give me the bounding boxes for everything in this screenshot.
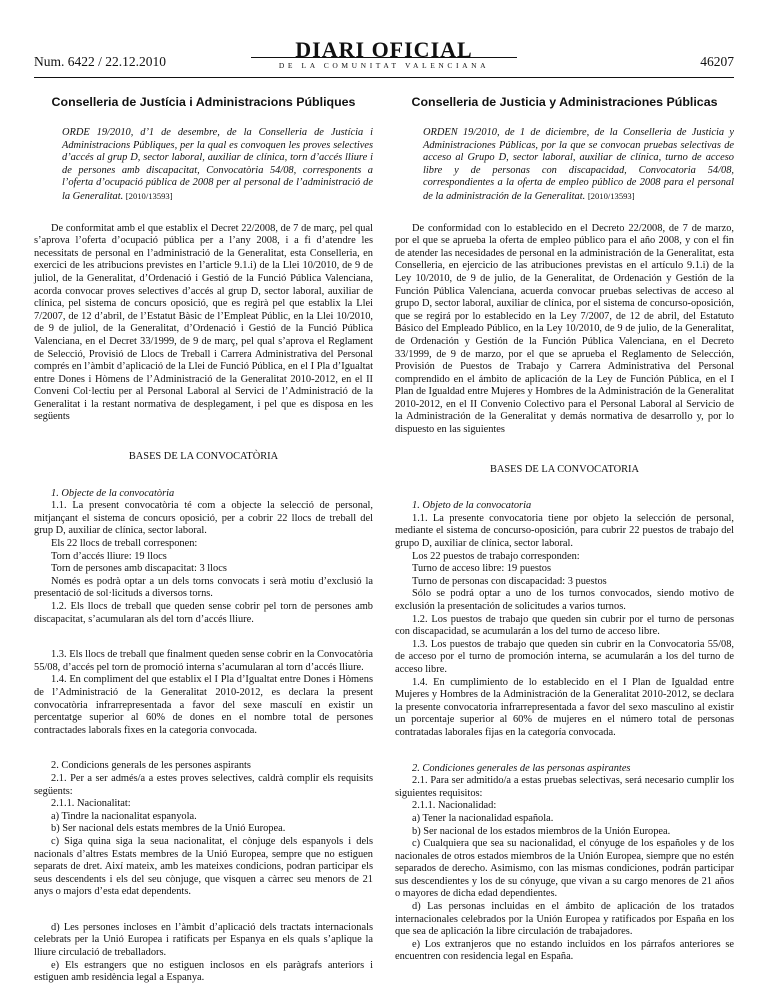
page-header bbox=[34, 37, 734, 76]
logo-title: DIARI OFICIAL bbox=[295, 37, 473, 62]
paragraph: Turno de acceso libre: 19 puestos bbox=[412, 563, 551, 575]
paragraph: 2.1. Para ser admitido/a a estas pruebas selectivas, será necesario cumplir los siguientes requisitos: bbox=[395, 775, 734, 799]
paragraph: b) Ser nacional de los estados miembros de la Unión Europea. bbox=[412, 825, 671, 837]
paragraph: e) Los extranjeros que no estando incluidos en los párrafos anteriores se encuentren con residencia legal en España. bbox=[395, 938, 734, 963]
section-2-title: 2. Condicions generals de les persones aspirants bbox=[51, 760, 251, 772]
paragraph: 1.2. Els llocs de treball que queden sense cobrir pel torn de persones amb discapacitat, s’acumularan als del torn d’accés lliure. bbox=[34, 601, 373, 625]
order-heading bbox=[62, 127, 373, 204]
paragraph: d) Las personas incluidas en el ámbito de aplicación de los tratados internacionales celebrados por la Unión Europea y ratificados por España en los que sea de aplicación la libre circulación de trabajadores. bbox=[395, 901, 734, 938]
paragraph: e) Els estrangers que no estiguen inclosos en els paràgrafs anteriors i estiguen amb residència legal a Espanya. bbox=[34, 959, 373, 984]
department-title: Conselleria de Justicia y Administraciones Públicas bbox=[411, 95, 718, 109]
logo-subtitle: DE LA COMUNITAT VALENCIANA bbox=[278, 61, 490, 70]
logo-rule bbox=[251, 57, 517, 58]
paragraph: 2.1. Per a ser admés/a a estes proves selectives, caldrà complir els requisits següents: bbox=[34, 772, 373, 797]
paragraph: b) Ser nacional dels estats membres de la Unió Europea. bbox=[51, 823, 286, 835]
paragraph: Sólo se podrá optar a uno de los turnos convocados, siendo motivo de exclusión la presentación de solicitudes a varios turnos. bbox=[395, 588, 734, 612]
gazette-logo bbox=[249, 37, 519, 70]
column-valencian bbox=[34, 92, 373, 985]
paragraph: 1.3. Los puestos de trabajo que queden sin cubrir en la Convocatoria 55/08, de acceso por el turno de promoción interna, se acumularán a los del turno de acceso libre. bbox=[395, 638, 734, 675]
intro-paragraph: De conformidad con lo establecido en el Decreto 22/2008, de 7 de marzo, por el que se aprueba la oferta de empleo público para el año 2008, y con el fin de atender las necesidades de personal en la administración de la Generalitat, esta Conselleria, en ejercicio de las atribuciones previstas en el artículo 9.1.i) de la Ley 10/2010, de 9 de julio, de la Generalitat, de Ordenación y Gestión de la Función Pública Valenciana, acuerda convocar pruebas selectivas de acceso al grupo D, sector laboral, auxiliar de clínica, por el sistema de concurso-oposición, que se regirá por lo establecido en la Ley 7/2007, de 12 de abril, del Estatuto Básico del Empleado Público, en la Ley 10/2010, de 9 de julio, de la Generalitat, de Ordenación y Gestión de la Función Pública Valenciana, en el Decreto 33/1999, de 9 de marzo, por el que se aprueba el Reglamento de Selección, Provisión de Puestos de Trabajo y Carrera Administrativa del Personal comprendido en el ámbito de aplicación de la Ley de Función Pública, en el I Plan de Igualdad entre Mujeres y Hombres de la Administración de la Generalitat 2010-2012, en el II Convenio Colectivo para el Personal Laboral al Servicio de la Administración de la Generalitat y demás normativa de desarrollo y, por lo dispuesto en las siguientes bbox=[395, 222, 734, 436]
paragraph: c) Cualquiera que sea su nacionalidad, el cónyuge de los españoles y de los nacionales de otros estados miembros de la Unión Europea, siempre que no estén separados de derecho. Asimismo, con las mismas condiciones, podrán participar sus descendientes y los de su cónyuge, que vivan a su cargo menores de 21 años o mayores de dicha edad dependientes. bbox=[395, 838, 734, 900]
paragraph: c) Siga quina siga la seua nacionalitat, el cònjuge dels espanyols i dels nacionals d’altres Estats membres de la Unió Europea, sempre que no estiguen separats de dret. Així mateix, amb les mateixes condicions, podran participar els seus descendents i els del seu cònjuge, que visquen a càrrec seu menors de 21 anys o majors d’esta edat dependents. bbox=[34, 835, 373, 898]
paragraph: 2.1.1. Nacionalitat: bbox=[51, 798, 131, 810]
intro-paragraph: De conformitat amb el que establix el Decret 22/2008, de 7 de març, pel qual s’aprova l’oferta d’ocupació pública per a l’any 2008, i a fi d’atendre les necessitats de personal en l’administració de la Generalitat, esta Conselleria, en exercici de les atribucions previstes en l’article 9.1.i) de la Llei 10/2010, de 9 de juliol, de la Generalitat, d’Ordenació i Gestió de la Funció Pública Valenciana, acorda convocar proves selectives d’accés al grup D, sector laboral, auxiliar de clínica, pel sistema de concurs oposició, que es regirà pel que establix la Llei 7/2007, de 12 d’abril, de l’Estatut Bàsic de l’Empleat Públic, en la Llei 10/2010, de 9 de juliol, de la Generalitat, d’Ordenació i Gestió de la Funció Pública Valenciana, en el Decret 33/1999, de 9 de març, pel qual s’aprova el Reglament de Selecció, Provisió de Llocs de Treball i Carrera Administrativa del Personal comprés en l’àmbit d’aplicació de la Llei de Funció Pública, en el I Pla d’Igualtat entre Dones i Hòmens de l’Administració de la Generalitat 2010-2012, en el II Conveni Col·lectiu per al Personal Laboral al Servici de l’Administració de la Generalitat i la restant normativa de desplegament, i pel que es disposa en les següents bbox=[34, 222, 373, 423]
paragraph: 1.3. Els llocs de treball que finalment queden sense cobrir en la Convocatòria 55/08, d’accés pel torn de promoció interna s’acumularan al torn d’accés lliure. bbox=[34, 649, 373, 673]
paragraph: Els 22 llocs de treball corresponen: bbox=[51, 538, 198, 550]
order-heading bbox=[423, 127, 734, 204]
paragraph: Torn de persones amb discapacitat: 3 llocs bbox=[51, 563, 227, 575]
order-text: ORDEN 19/2010, de 1 de diciembre, de la Conselleria de Justicia y Administraciones Públicas, por la que se convocan pruebas selectivas de acceso al Grupo D, sector laboral, auxiliar de clínica, turno de acceso libre y de personas con discapacidad, Convocatoria 54/08, correspondientes a la oferta de empleo público de 2008 para el personal de la administración de la Generalitat. bbox=[423, 127, 734, 202]
paragraph: a) Tindre la nacionalitat espanyola. bbox=[51, 810, 197, 822]
section-2-title: 2. Condiciones generales de las personas aspirantes bbox=[412, 762, 631, 774]
department-title: Conselleria de Justícia i Administracions Públiques bbox=[51, 95, 356, 109]
paragraph: 1.4. En compliment del que establix el I Pla d’Igualtat entre Dones i Hòmens de l’Administració de la Generalitat 2010-2012, es declara la present convocatòria infrarrepresentada a favor del sexe masculí en existir un percentatge superior al 60% de dones en el nombre total de persones contractades laborals fixes en la categoria convocada. bbox=[34, 674, 373, 736]
section-1-title: 1. Objecte de la convocatòria bbox=[51, 487, 175, 499]
order-text: ORDE 19/2010, d’1 de desembre, de la Conselleria de Justícia i Administracions Públiques, per la qual es convoquen les proves selectives d’accés al grup D, sector laboral, auxiliar de clínica, torn d’accés lliure i de persones amb discapacitat, Convocatòria 54/08, corresponents a l’oferta d’ocupació pública de 2008 per al personal de l’administració de la Generalitat. bbox=[62, 127, 373, 202]
paragraph: 1.2. Los puestos de trabajo que queden sin cubrir por el turno de personas con discapacidad, se acumularán a los del turno de acceso libre. bbox=[395, 613, 734, 638]
order-ref: [2010/13593] bbox=[587, 190, 635, 201]
issue-number: Num. 6422 / 22.12.2010 bbox=[34, 54, 167, 69]
paragraph: 1.4. En cumplimiento de lo establecido en el I Plan de Igualdad entre Mujeres y Hombres de la Administración de la Generalitat 2010-2012, se declara la presente convocatoria infrarrepresentada a favor del sexo masculino al existir un porcentaje superior al 60% de mujeres en el número total de personas contratadas laborales fijas en la categoría convocada. bbox=[395, 676, 734, 738]
page-number: 46207 bbox=[700, 54, 734, 69]
bases-title: BASES DE LA CONVOCATORIA bbox=[489, 463, 640, 475]
bases-title: BASES DE LA CONVOCATÒRIA bbox=[128, 451, 279, 463]
paragraph: 2.1.1. Nacionalidad: bbox=[412, 800, 497, 812]
column-spanish bbox=[395, 92, 734, 964]
section-1-title: 1. Objeto de la convocatoria bbox=[412, 500, 532, 512]
paragraph: Turno de personas con discapacidad: 3 puestos bbox=[412, 575, 607, 587]
paragraph: Només es podrà optar a un dels torns convocats i serà motiu d’exclusió la presentació de sol·licituds a diversos torns. bbox=[34, 575, 373, 600]
order-ref: [2010/13593] bbox=[125, 190, 173, 201]
paragraph: 1.1. La present convocatòria té com a objecte la selecció de personal, mitjançant el sistema de concurs oposició, per a cobrir 22 llocs de treball del grup D, auxiliar de clínica, sector laboral. bbox=[34, 500, 373, 537]
header-rule bbox=[34, 77, 734, 78]
paragraph: Los 22 puestos de trabajo corresponden: bbox=[412, 550, 580, 562]
paragraph: Torn d’accés lliure: 19 llocs bbox=[51, 550, 167, 562]
paragraph: 1.1. La presente convocatoria tiene por objeto la selección de personal, mediante el sistema de concurso-oposición, para cubrir 22 puestos de trabajo del grupo D, auxiliar de clínica, sector laboral. bbox=[395, 512, 734, 550]
paragraph: a) Tener la nacionalidad española. bbox=[412, 812, 554, 824]
paragraph: d) Les persones incloses en l’àmbit d’aplicació dels tractats internacionals celebrats per la Unió Europea i ratificats per Espanya en els quals s’aplique la lliure circulació de treballadors. bbox=[34, 921, 373, 959]
